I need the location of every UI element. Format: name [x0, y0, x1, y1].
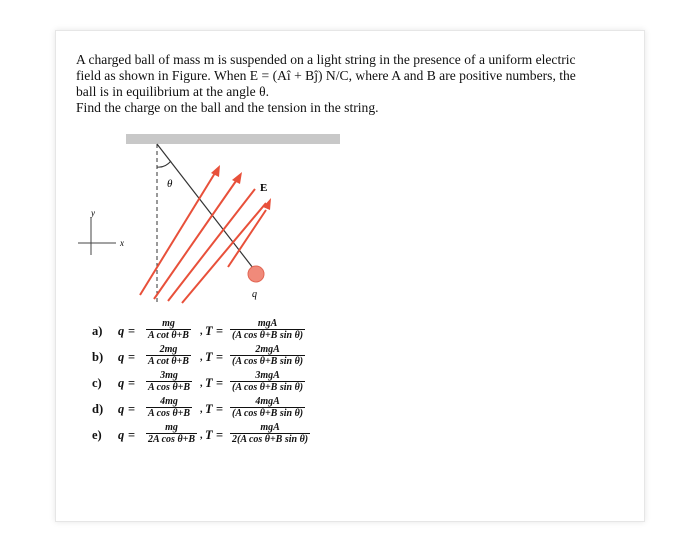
field-label: E — [260, 182, 268, 194]
charged-ball — [248, 266, 264, 282]
x-axis-label: x — [120, 238, 124, 248]
comma: , — [200, 404, 203, 415]
comma: , — [200, 326, 203, 337]
charge-fraction — [146, 422, 197, 445]
comma: , — [200, 352, 203, 363]
theta-label: θ — [167, 178, 173, 190]
equals-sign: = — [128, 376, 136, 390]
charge-denominator: A cot θ+B — [148, 356, 189, 367]
tension-symbol: T — [205, 350, 213, 364]
charge-fraction — [146, 344, 191, 367]
equals-sign: = — [128, 402, 136, 416]
charge-denominator: A cot θ+B — [148, 330, 189, 341]
charge-fraction — [146, 396, 192, 419]
option-e[interactable] — [92, 422, 352, 448]
tension-symbol: T — [205, 376, 213, 390]
tension-denominator: 2(A cos θ+B sin θ) — [232, 434, 309, 445]
equals-sign: = — [216, 350, 224, 364]
answer-options — [92, 318, 352, 448]
tension-denominator: (A cos θ+B sin θ) — [232, 382, 304, 393]
option-label: e) — [92, 428, 102, 442]
charge-fraction — [146, 318, 191, 341]
tension-numerator: mgA — [230, 318, 305, 330]
equals-sign: = — [216, 402, 224, 416]
charge-numerator: 3mg — [146, 370, 192, 382]
q-symbol: q — [118, 428, 125, 442]
question-line-4: Find the charge on the ball and the tension in the string. — [76, 100, 379, 115]
equals-sign: = — [128, 350, 136, 364]
angle-arc — [157, 161, 171, 167]
charge-numerator: mg — [146, 318, 191, 330]
option-c[interactable] — [92, 370, 352, 396]
charge-denominator: A cos θ+B — [148, 408, 191, 419]
question-line-2: field as shown in Figure. When E = (Aî + Bĵ) N/C, where A and B are positive numbers, the — [76, 68, 576, 83]
figure-diagram — [70, 125, 370, 310]
tension-fraction — [230, 318, 305, 341]
y-axis-label: y — [91, 208, 95, 218]
charge-numerator: 2mg — [146, 344, 191, 356]
tension-denominator: (A cos θ+B sin θ) — [232, 356, 304, 367]
tension-numerator: 4mgA — [230, 396, 305, 408]
field-line-4 — [182, 203, 266, 303]
tension-fraction — [230, 396, 305, 419]
charge-label: q — [252, 289, 257, 300]
option-label: d) — [92, 402, 104, 416]
option-d[interactable] — [92, 396, 352, 422]
comma: , — [200, 378, 203, 389]
tension-numerator: 2mgA — [230, 344, 305, 356]
field-arrow-2 — [232, 172, 242, 184]
charge-denominator: 2A cos θ+B — [148, 434, 196, 445]
tension-symbol: T — [205, 428, 213, 442]
comma: , — [200, 430, 203, 441]
equals-sign: = — [128, 428, 136, 442]
field-line-2 — [154, 181, 236, 299]
charge-numerator: mg — [146, 422, 197, 434]
tension-denominator: (A cos θ+B sin θ) — [232, 330, 304, 341]
option-a[interactable] — [92, 318, 352, 344]
tension-fraction — [230, 344, 305, 367]
tension-symbol: T — [205, 324, 213, 338]
charge-denominator: A cos θ+B — [148, 382, 191, 393]
tension-symbol: T — [205, 402, 213, 416]
charge-numerator: 4mg — [146, 396, 192, 408]
equals-sign: = — [216, 376, 224, 390]
equals-sign: = — [128, 324, 136, 338]
question-text — [76, 52, 636, 116]
question-line-1: A charged ball of mass m is suspended on a light string in the presence of a uniform electric — [76, 52, 576, 67]
tension-numerator: mgA — [230, 422, 310, 434]
tension-denominator: (A cos θ+B sin θ) — [232, 408, 304, 419]
q-symbol: q — [118, 402, 125, 416]
tension-numerator: 3mgA — [230, 370, 305, 382]
question-line-3: ball is in equilibrium at the angle θ. — [76, 84, 270, 99]
option-label: a) — [92, 324, 103, 338]
tension-fraction — [230, 422, 310, 445]
field-line-5 — [228, 210, 266, 267]
q-symbol: q — [118, 376, 125, 390]
equals-sign: = — [216, 428, 224, 442]
equals-sign: = — [216, 324, 224, 338]
option-b[interactable] — [92, 344, 352, 370]
q-symbol: q — [118, 324, 125, 338]
option-label: c) — [92, 376, 102, 390]
q-symbol: q — [118, 350, 125, 364]
tension-fraction — [230, 370, 305, 393]
ceiling — [126, 134, 340, 144]
charge-fraction — [146, 370, 192, 393]
field-arrow-1 — [211, 165, 220, 177]
option-label: b) — [92, 350, 104, 364]
